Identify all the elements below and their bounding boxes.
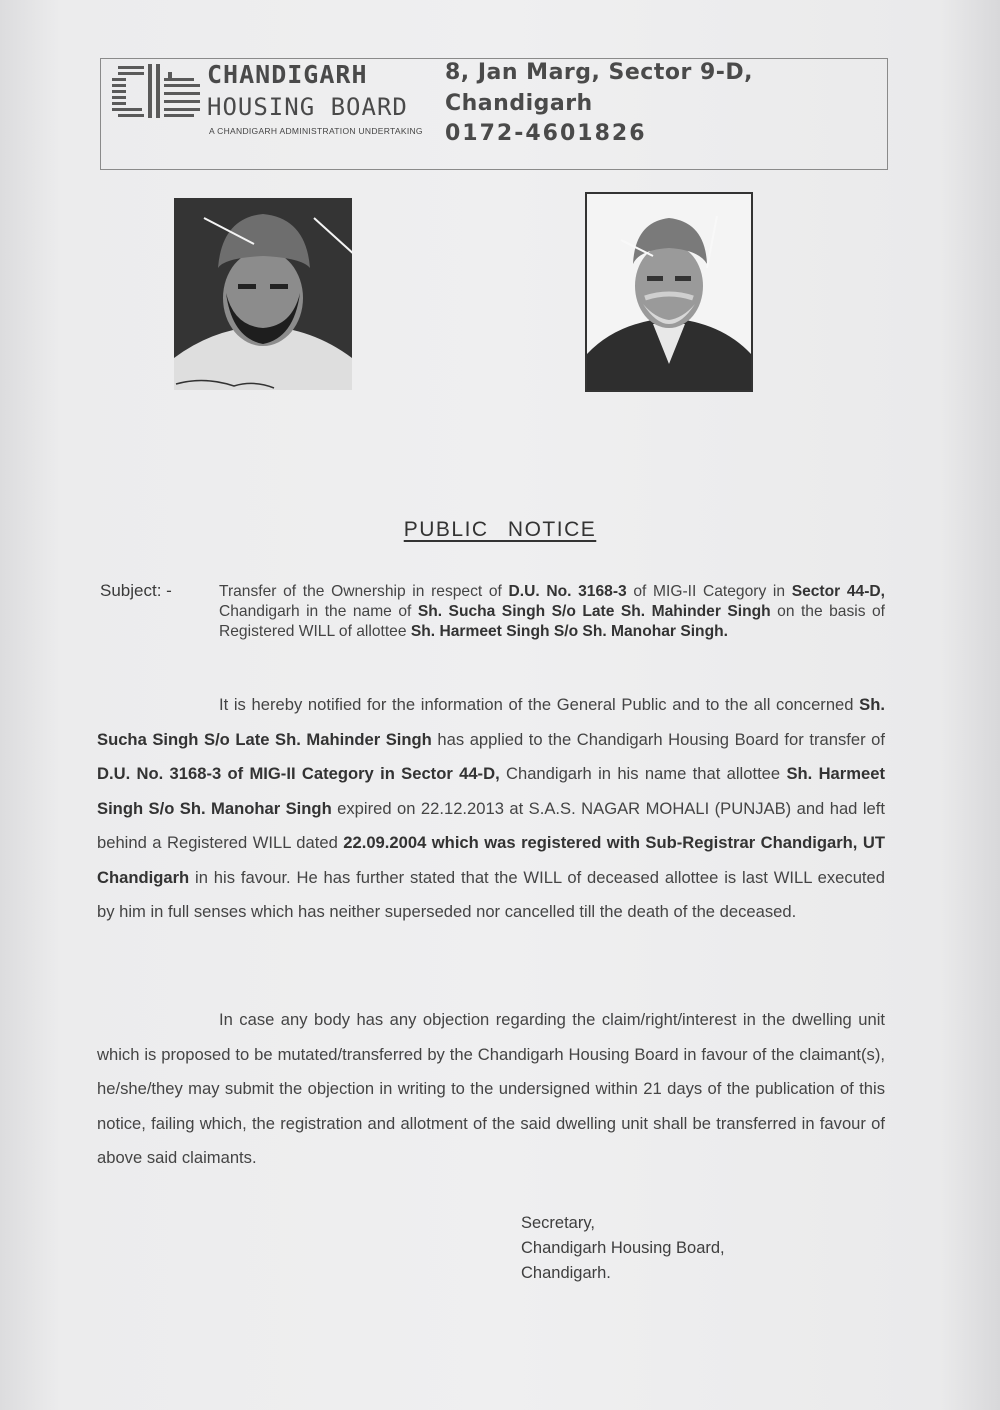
photo-claimant <box>585 192 753 392</box>
phone-number: 0172-4601826 <box>445 121 647 146</box>
signatory-title: Secretary, <box>521 1214 595 1232</box>
subject-text: Transfer of the Ownership in respect of D.U. No. 3168-3 of MIG-II Category in Sector 44-D, Chandigarh in the name of Sh. Sucha Singh S/o Late Sh. Mahinder Singh on the basis of Registered WILL of allottee Sh. Harmeet Singh S/o Sh. Manohar Singh. <box>219 583 886 640</box>
org-name-line1: CHANDIGARH <box>207 60 368 89</box>
photo-deceased-allottee <box>174 198 352 390</box>
org-tagline: A CHANDIGARH ADMINISTRATION UNDERTAKING <box>209 126 423 136</box>
notice-paragraph-2: In case any body has any objection regarding the claim/right/interest in the dwelling unit which is proposed to be mutated/transferred by the Chandigarh Housing Board in favour of the claimant(s), he/she/they may submit the objection in writing to the undersigned within 21 days of the publication of this notice, failing which, the registration and allotment of the said dwelling unit shall be transferred in favour of above said claimants. <box>97 1010 885 1167</box>
notice-paragraph-1: It is hereby notified for the information of the General Public and to the all concerned Sh. Sucha Singh S/o Late Sh. Mahinder Singh has applied to the Chandigarh Housing Board for transfer of D.U. No. 3168-3 of MIG-II Category in Sector 44-D, Chandigarh in his name that allottee Sh. Harmeet Singh S/o Sh. Manohar Singh expired on 22.12.2013 at S.A.S. NAGAR MOHALI (PUNJAB) and had left behind a Registered WILL dated 22.09.2004 which was registered with Sub-Registrar Chandigarh, UT Chandigarh in his favour. He has further stated that the WILL of deceased allottee is last WILL executed by him in full senses which has neither superseded nor cancelled till the death of the deceased. <box>97 695 885 921</box>
signatory-city: Chandigarh. <box>521 1264 611 1282</box>
signatory-org: Chandigarh Housing Board, <box>521 1239 725 1257</box>
subject-label: Subject: - <box>100 581 172 600</box>
address-line1: 8, Jan Marg, Sector 9-D, <box>445 60 754 85</box>
address-line2: Chandigarh <box>445 91 593 116</box>
notice-title: PUBLIC NOTICE <box>403 518 597 541</box>
org-name-line2: HOUSING BOARD <box>207 93 408 121</box>
chb-logo-icon <box>108 62 206 124</box>
